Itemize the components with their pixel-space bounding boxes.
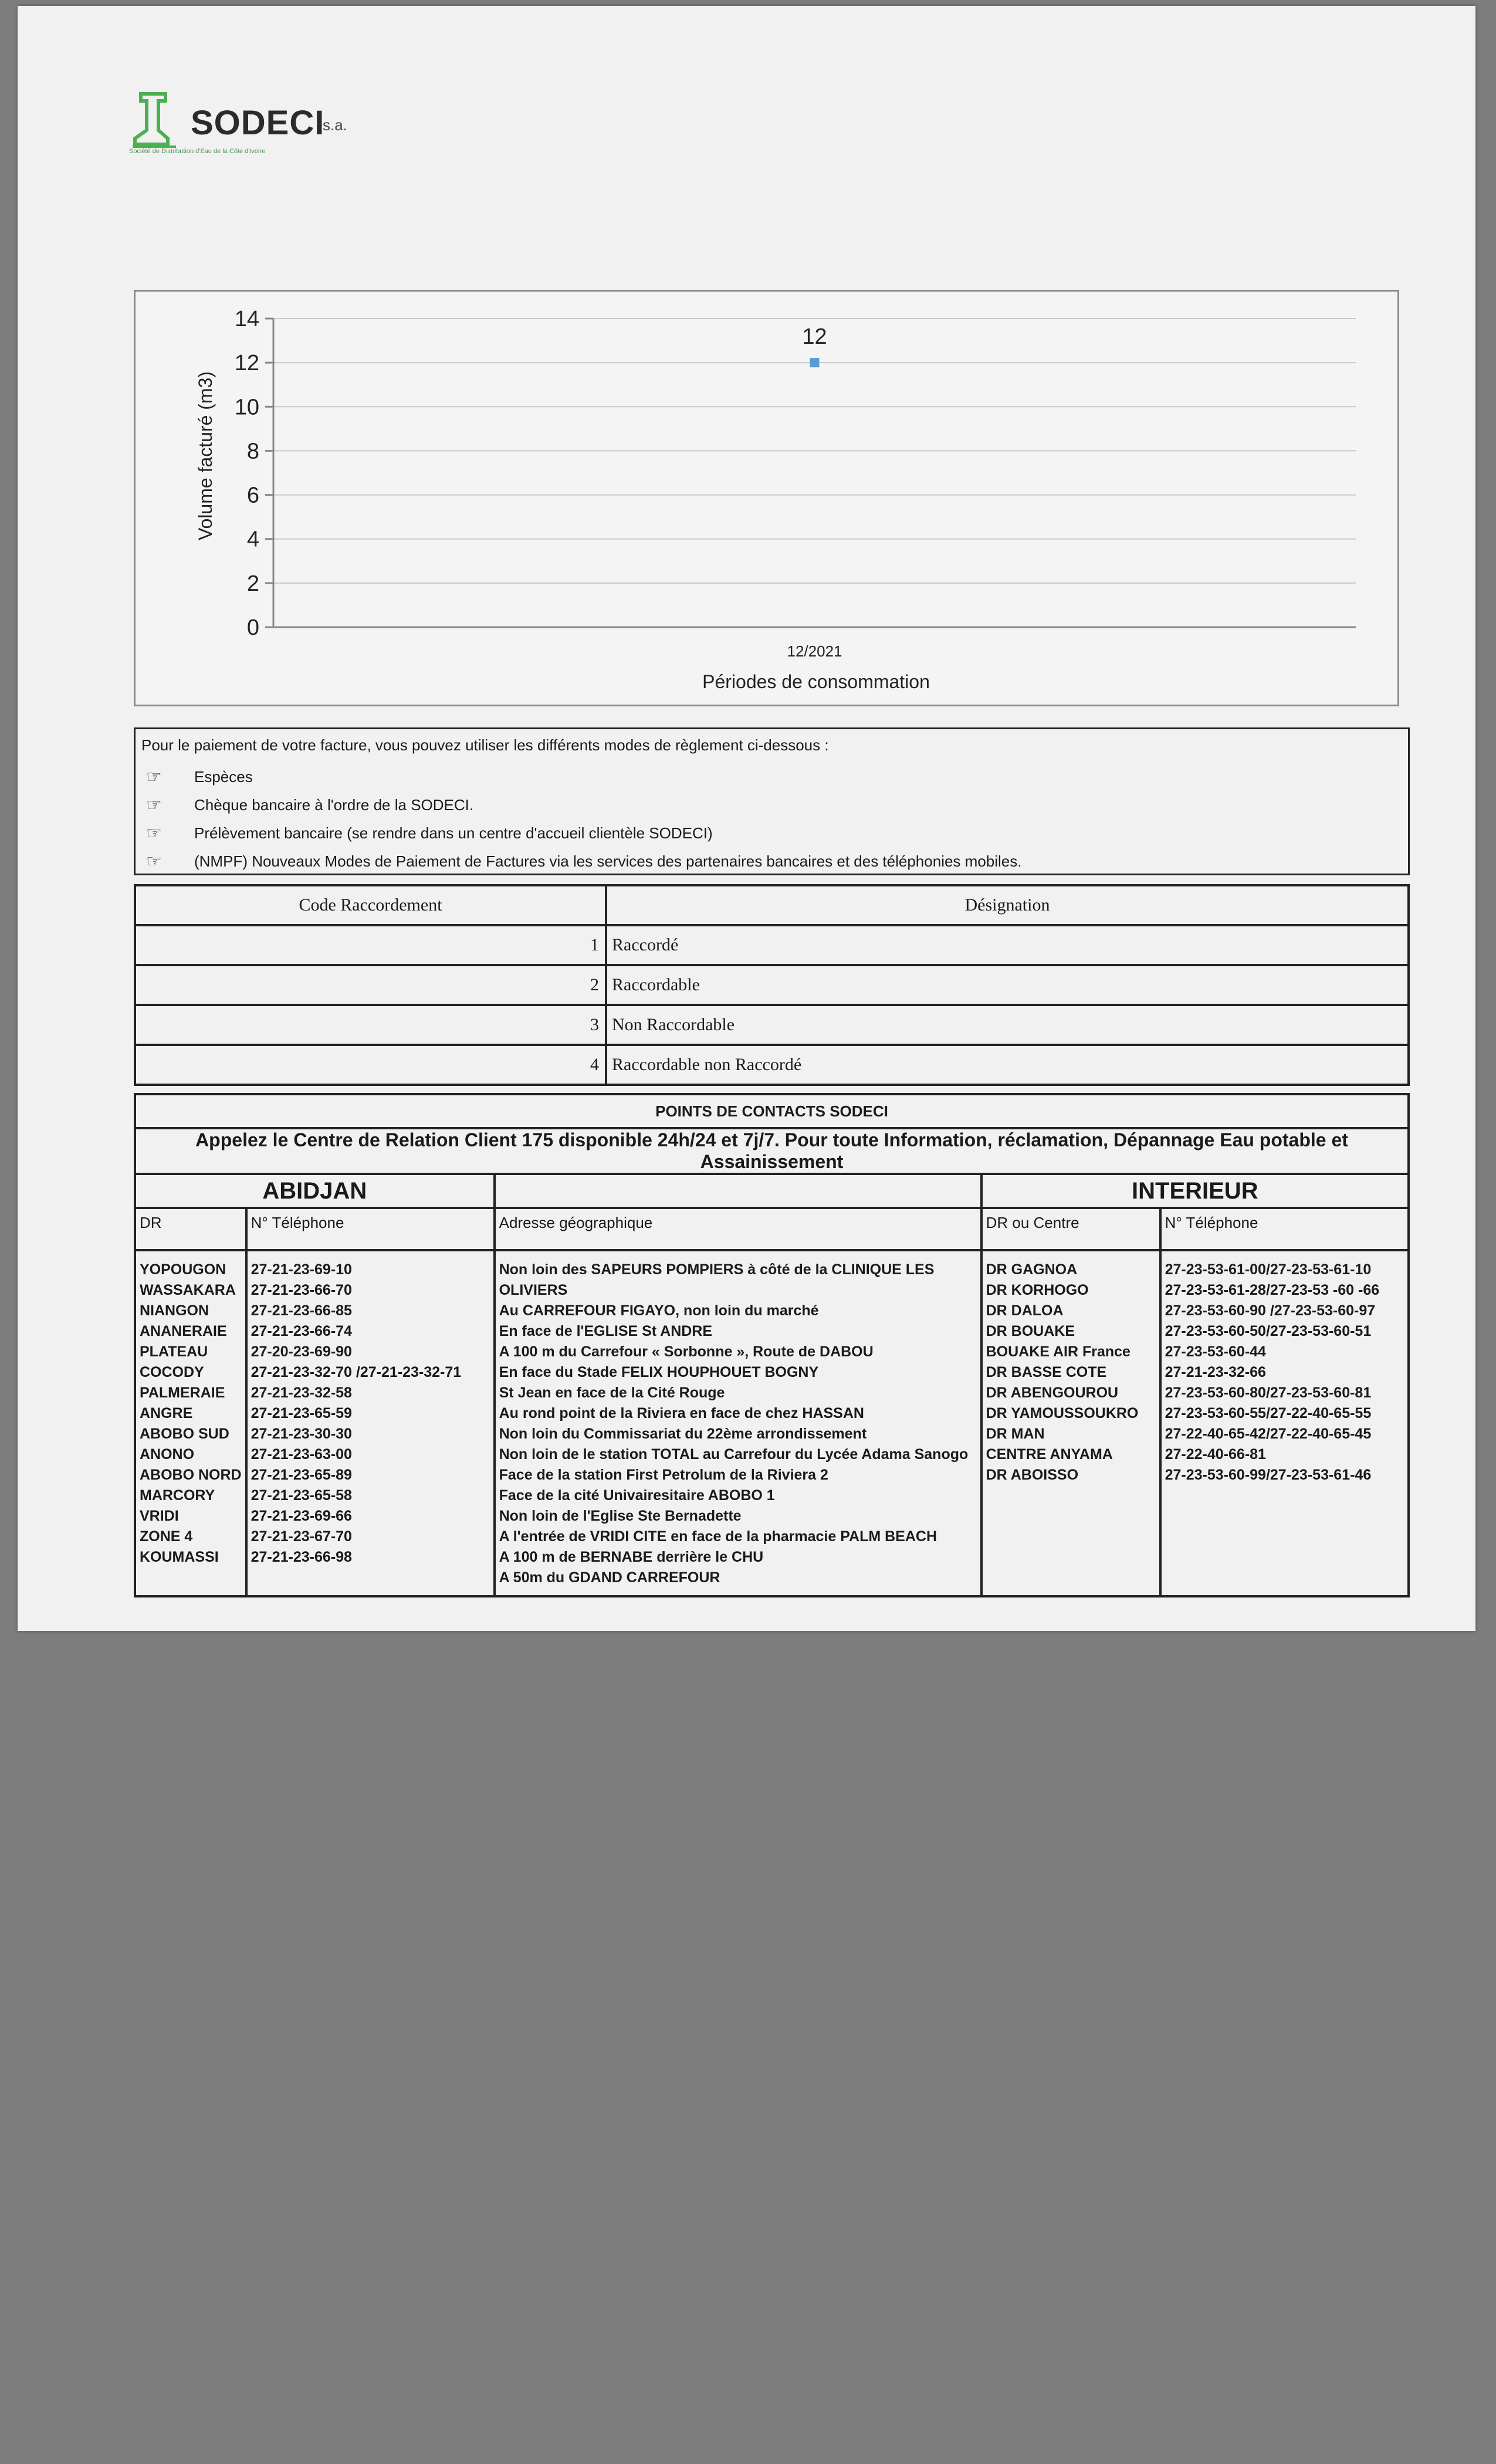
interieur-dr-name: DR DALOA: [986, 1302, 1064, 1319]
interieur-dr-name: DR BOUAKE: [986, 1323, 1075, 1339]
interieur-phone-header: N° Téléphone: [1160, 1208, 1409, 1250]
abidjan-title: ABIDJAN: [135, 1174, 495, 1208]
abidjan-dr-list: [135, 1250, 246, 1596]
sodeci-logo: [129, 88, 347, 164]
code-designation: Raccordé: [606, 925, 1409, 965]
abidjan-dr-name: PLATEAU: [140, 1343, 208, 1360]
chart-y-tick-label: 14: [234, 307, 259, 331]
pointing-hand-icon: ☞: [146, 795, 162, 815]
interieur-dr-name: DR GAGNOA: [986, 1261, 1078, 1278]
code-value: 3: [135, 1005, 606, 1045]
interieur-dr-name: BOUAKE AIR France: [986, 1343, 1131, 1360]
interieur-phone-number: 27-23-53-61-00/27-23-53-61-10: [1165, 1261, 1372, 1278]
address-header: Adresse géographique: [495, 1208, 981, 1250]
chart-data-label: 12: [802, 324, 827, 350]
designation-header: Désignation: [606, 885, 1409, 925]
interieur-phone-number: 27-23-53-60-50/27-23-53-60-51: [1165, 1323, 1372, 1339]
abidjan-address: Non loin des SAPEURS POMPIERS à côté de la CLINIQUE LES: [499, 1261, 935, 1278]
interieur-phone-number: 27-22-40-66-81: [1165, 1446, 1266, 1463]
abidjan-address: En face du Stade FELIX HOUPHOUET BOGNY: [499, 1364, 819, 1380]
abidjan-phone-number: 27-20-23-69-90: [251, 1343, 352, 1360]
code-value: 2: [135, 965, 606, 1005]
interieur-dr-name: DR ABOISSO: [986, 1467, 1079, 1483]
abidjan-address: A 100 m du Carrefour « Sorbonne », Route de DABOU: [499, 1343, 874, 1360]
invoice-page: [18, 6, 1475, 1631]
connection-code-table: [134, 884, 1410, 1086]
interieur-dr-name: DR YAMOUSSOUKRO: [986, 1405, 1139, 1421]
code-row: [135, 1005, 1409, 1045]
chart-data-point: [810, 358, 820, 367]
interieur-phone-number: 27-23-53-60-99/27-23-53-61-46: [1165, 1467, 1372, 1483]
pointing-hand-icon: ☞: [146, 823, 162, 843]
water-tap-logo-icon: [129, 88, 188, 153]
chart-y-tick-label: 8: [246, 439, 259, 464]
abidjan-dr-name: NIANGON: [140, 1302, 209, 1319]
code-value: 1: [135, 925, 606, 965]
abidjan-dr-name: PALMERAIE: [140, 1385, 225, 1401]
chart-y-axis-label: Volume facturé (m3): [195, 371, 216, 541]
abidjan-dr-name: MARCORY: [140, 1487, 215, 1504]
interieur-phone-number: 27-23-53-61-28/27-23-53 -60 -66: [1165, 1282, 1380, 1298]
interieur-dr-name: DR MAN: [986, 1426, 1045, 1442]
abidjan-dr-name: WASSAKARA: [140, 1282, 236, 1298]
code-row: [135, 925, 1409, 965]
interieur-dr-name: DR ABENGOUROU: [986, 1385, 1119, 1401]
logo-name: SODECI: [191, 104, 325, 142]
abidjan-address: A 100 m de BERNABE derrière le CHU: [499, 1549, 764, 1565]
abidjan-dr-name: ABOBO SUD: [140, 1426, 229, 1442]
interieur-phone-number: 27-21-23-32-66: [1165, 1364, 1266, 1380]
abidjan-phone-number: 27-21-23-67-70: [251, 1528, 352, 1545]
interieur-phone-list: [1160, 1250, 1409, 1596]
abidjan-phone-number: 27-21-23-65-58: [251, 1487, 352, 1504]
chart-y-tick-label: 10: [234, 395, 259, 420]
abidjan-dr-name: ABOBO NORD: [140, 1467, 242, 1483]
payment-method-label: (NMPF) Nouveaux Modes de Paiement de Factures via les services des partenaires bancaires et des téléphonies mobiles.: [194, 852, 1022, 870]
interieur-phone-number: 27-22-40-65-42/27-22-40-65-45: [1165, 1426, 1372, 1442]
contact-points-table: [134, 1093, 1410, 1597]
abidjan-dr-header: DR: [135, 1208, 246, 1250]
chart-y-tick-label: 12: [234, 351, 259, 376]
abidjan-address: En face de l'EGLISE St ANDRE: [499, 1323, 713, 1339]
abidjan-dr-name: ANGRE: [140, 1405, 193, 1421]
abidjan-address: OLIVIERS: [499, 1282, 568, 1298]
abidjan-address: Non loin du Commissariat du 22ème arrondissement: [499, 1426, 867, 1442]
abidjan-phone-number: 27-21-23-69-10: [251, 1261, 352, 1278]
chart-x-tick-label: 12/2021: [787, 642, 842, 660]
interieur-dr-header: DR ou Centre: [981, 1208, 1160, 1250]
code-header: Code Raccordement: [135, 885, 606, 925]
payment-method-item: [141, 791, 1402, 819]
payment-intro: Pour le paiement de votre facture, vous pouvez utiliser les différents modes de règlement ci-dessous :: [141, 736, 829, 754]
code-row: [135, 1045, 1409, 1085]
contacts-title: POINTS DE CONTACTS SODECI: [135, 1094, 1409, 1128]
chart-y-tick-label: 2: [246, 571, 259, 596]
code-designation: Raccordable: [606, 965, 1409, 1005]
consumption-chart-svg: [136, 292, 1401, 708]
interieur-phone-number: 27-23-53-60-90 /27-23-53-60-97: [1165, 1302, 1376, 1319]
abidjan-phone-number: 27-21-23-66-70: [251, 1282, 352, 1298]
abidjan-address: Au rond point de la Riviera en face de chez HASSAN: [499, 1405, 864, 1421]
code-value: 4: [135, 1045, 606, 1085]
interieur-dr-name: CENTRE ANYAMA: [986, 1446, 1113, 1463]
abidjan-phone-number: 27-21-23-32-70 /27-21-23-32-71: [251, 1364, 462, 1380]
abidjan-address-list: [495, 1250, 981, 1596]
chart-y-tick-label: 0: [246, 615, 259, 640]
payment-method-item: [141, 819, 1402, 847]
abidjan-phone-number: 27-21-23-66-74: [251, 1323, 352, 1339]
chart-y-tick-label: 4: [246, 527, 259, 552]
code-row: [135, 965, 1409, 1005]
chart-x-axis-label: Périodes de consommation: [702, 671, 930, 692]
pointing-hand-icon: ☞: [146, 851, 162, 871]
pointing-hand-icon: ☞: [146, 767, 162, 787]
abidjan-address: A 50m du GDAND CARREFOUR: [499, 1569, 720, 1586]
payment-method-item: [141, 847, 1402, 875]
chart-y-tick-label: 6: [246, 483, 259, 508]
code-designation: Raccordable non Raccordé: [606, 1045, 1409, 1085]
payment-method-label: Prélèvement bancaire (se rendre dans un centre d'accueil clientèle SODECI): [194, 824, 713, 842]
region-spacer: [495, 1174, 981, 1208]
abidjan-phone-number: 27-21-23-30-30: [251, 1426, 352, 1442]
abidjan-dr-name: ANANERAIE: [140, 1323, 227, 1339]
abidjan-phone-number: 27-21-23-69-66: [251, 1508, 352, 1524]
abidjan-address: Face de la cité Univairesitaire ABOBO 1: [499, 1487, 775, 1504]
abidjan-phone-number: 27-21-23-66-98: [251, 1549, 352, 1565]
abidjan-dr-name: COCODY: [140, 1364, 204, 1380]
interieur-phone-number: 27-23-53-60-80/27-23-53-60-81: [1165, 1385, 1372, 1401]
interieur-dr-list: [981, 1250, 1160, 1596]
abidjan-phone-list: [246, 1250, 495, 1596]
interieur-phone-number: 27-23-53-60-55/27-22-40-65-55: [1165, 1405, 1372, 1421]
abidjan-address: A l'entrée de VRIDI CITE en face de la pharmacie PALM BEACH: [499, 1528, 937, 1545]
code-designation: Non Raccordable: [606, 1005, 1409, 1045]
payment-method-label: Espèces: [194, 767, 253, 786]
abidjan-dr-name: VRIDI: [140, 1508, 179, 1524]
interieur-title: INTERIEUR: [981, 1174, 1409, 1208]
payment-methods: [134, 727, 1410, 875]
abidjan-dr-name: KOUMASSI: [140, 1549, 219, 1565]
abidjan-address: Au CARREFOUR FIGAYO, non loin du marché: [499, 1302, 819, 1319]
payment-method-label: Chèque bancaire à l'ordre de la SODECI.: [194, 796, 474, 814]
abidjan-dr-name: ANONO: [140, 1446, 195, 1463]
logo-suffix: s.a.: [323, 116, 347, 134]
customer-service-line: Appelez le Centre de Relation Client 175 disponible 24h/24 et 7j/7. Pour toute Information, réclamation, Dépannage Eau potable et Assainissement: [135, 1128, 1409, 1174]
abidjan-dr-name: YOPOUGON: [140, 1261, 226, 1278]
abidjan-address: Non loin de le station TOTAL au Carrefour du Lycée Adama Sanogo: [499, 1446, 969, 1463]
abidjan-phone-number: 27-21-23-66-85: [251, 1302, 352, 1319]
abidjan-phone-number: 27-21-23-32-58: [251, 1385, 352, 1401]
payment-method-item: [141, 763, 1402, 791]
abidjan-address: St Jean en face de la Cité Rouge: [499, 1385, 725, 1401]
abidjan-address: Face de la station First Petrolum de la Riviera 2: [499, 1467, 828, 1483]
interieur-dr-name: DR BASSE COTE: [986, 1364, 1107, 1380]
logo-tagline: Société de Distribution d'Eau de la Côte d'Ivoire: [129, 148, 266, 155]
abidjan-phone-number: 27-21-23-63-00: [251, 1446, 352, 1463]
interieur-phone-number: 27-23-53-60-44: [1165, 1343, 1266, 1360]
abidjan-dr-name: ZONE 4: [140, 1528, 193, 1545]
consumption-chart: [134, 290, 1399, 706]
abidjan-phone-number: 27-21-23-65-59: [251, 1405, 352, 1421]
interieur-dr-name: DR KORHOGO: [986, 1282, 1089, 1298]
abidjan-address: Non loin de l'Eglise Ste Bernadette: [499, 1508, 742, 1524]
abidjan-phone-header: N° Téléphone: [246, 1208, 495, 1250]
abidjan-phone-number: 27-21-23-65-89: [251, 1467, 352, 1483]
